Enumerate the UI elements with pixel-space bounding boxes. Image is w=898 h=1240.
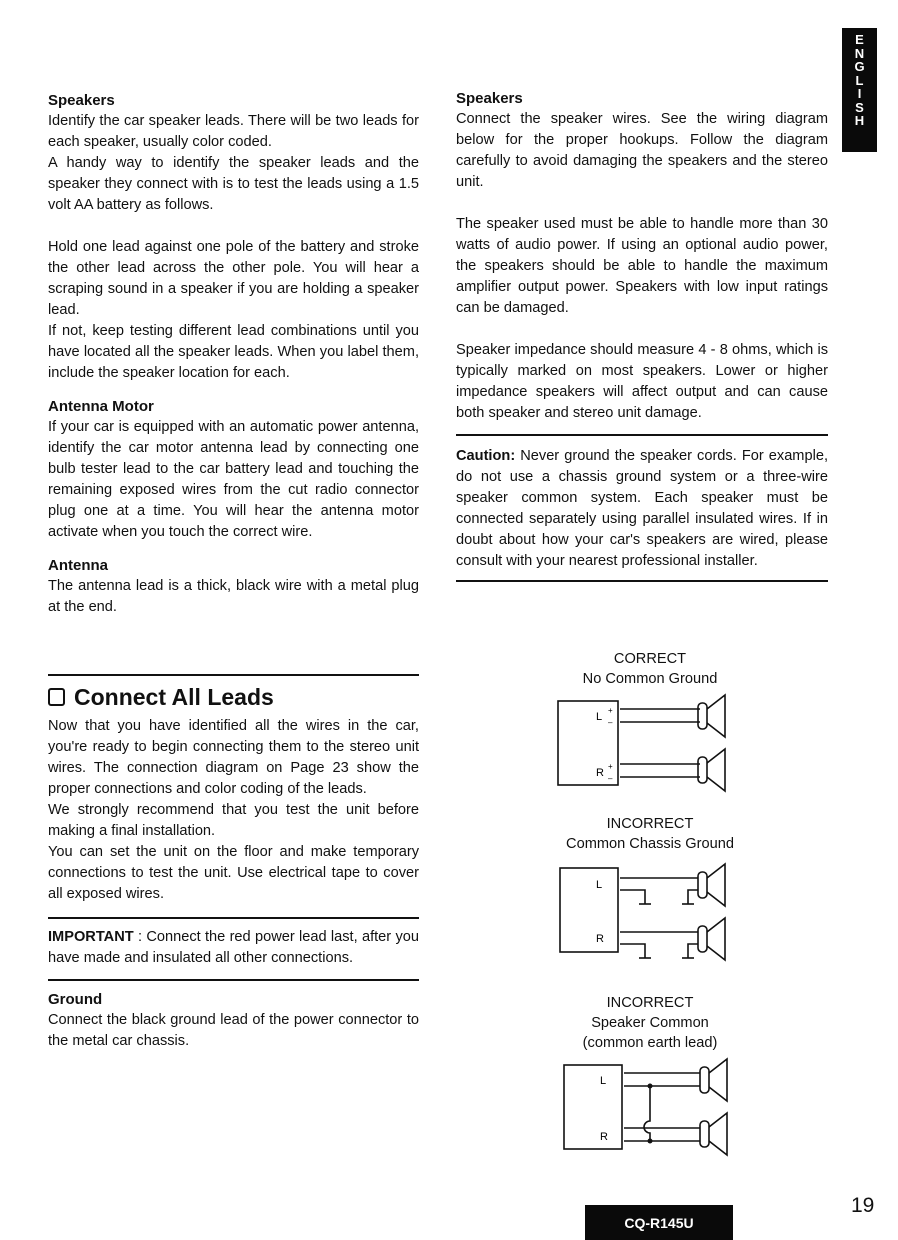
svg-text:L: L xyxy=(596,879,603,891)
speakers-connect-section xyxy=(456,88,828,424)
title-text: Connect All Leads xyxy=(74,684,274,710)
wiring-diagram-correct xyxy=(540,649,760,799)
section-heading: Antenna xyxy=(48,557,108,574)
divider xyxy=(48,674,419,676)
section-heading: Ground xyxy=(48,991,103,1008)
ground-section xyxy=(48,989,419,1052)
caution-note xyxy=(456,446,828,572)
paragraph: Now that you have identified all the wires in the car, you're ready to begin connecting them to the stereo unit wires. The connection diagram on Page 23 show the proper connections and color coding of the leads. xyxy=(48,718,419,797)
important-note xyxy=(48,927,419,969)
paragraph: The speaker used must be able to handle more than 30 watts of audio power. If using an optional audio power, the speakers should be able to handle the maximum amplifier output power. Speakers with low input ratings can be damaged. xyxy=(456,216,828,316)
svg-text:–: – xyxy=(608,774,613,783)
diagram-caption: Speaker Common xyxy=(591,1015,709,1031)
svg-text:–: – xyxy=(608,718,613,727)
section-heading: Antenna Motor xyxy=(48,398,154,415)
paragraph: Connect the speaker wires. See the wiring diagram below for the proper hookups. Follow the diagram carefully to avoid damaging the speakers and the stereo unit. xyxy=(456,111,828,190)
language-tab-english xyxy=(842,28,877,152)
speaker-wiring-icon xyxy=(540,1053,760,1163)
svg-text:L: L xyxy=(596,711,603,723)
paragraph: A handy way to identify the speaker leads and the speaker they connect with is to test the leads using a 1.5 volt AA battery as follows. xyxy=(48,155,419,213)
paragraph: If not, keep testing different lead combinations until you have located all the speaker leads. When you label them, include the speaker location for each. xyxy=(48,323,419,381)
antenna-motor-section xyxy=(48,396,419,543)
svg-text:L: L xyxy=(600,1075,607,1087)
connect-all-leads-section xyxy=(48,682,419,905)
tab-letter: E xyxy=(855,32,864,47)
diagram-status: INCORRECT xyxy=(606,995,694,1011)
svg-text:+: + xyxy=(608,706,613,715)
paragraph: We strongly recommend that you test the unit before making a final installation. xyxy=(48,802,419,839)
svg-text:R: R xyxy=(596,933,604,945)
antenna-section xyxy=(48,555,419,618)
speaker-wiring-icon xyxy=(540,689,760,799)
svg-text:R: R xyxy=(596,767,604,779)
wiring-diagram-common-chassis xyxy=(540,814,760,972)
diagram-caption: No Common Ground xyxy=(582,671,718,687)
wiring-diagram-speaker-common xyxy=(540,993,760,1163)
divider xyxy=(456,580,828,582)
paragraph: The antenna lead is a thick, black wire with a metal plug at the end. xyxy=(48,578,419,615)
paragraph: You can set the unit on the floor and make temporary connections to test the unit. Use electrical tape to cover all exposed wires. xyxy=(48,844,419,902)
diagram-caption-note: (common earth lead) xyxy=(582,1035,718,1051)
model-number-badge: CQ-R145U xyxy=(585,1205,733,1240)
speaker-wiring-icon xyxy=(540,854,760,972)
important-label: IMPORTANT xyxy=(48,929,134,945)
tab-letter: N xyxy=(854,45,865,61)
section-heading: Speakers xyxy=(48,92,115,109)
tab-letter: I xyxy=(857,86,862,101)
diagram-caption: Common Chassis Ground xyxy=(566,836,734,852)
paragraph: Identify the car speaker leads. There will be two leads for each speaker, usually color coded. xyxy=(48,113,419,150)
paragraph: If your car is equipped with an automatic power antenna, identify the car motor antenna lead by connecting one bulb tester lead to the car battery lead and touching the remaining exposed wires from the cut radio connector plug one at a time. You will hear the antenna motor activate when you touch the correct wire. xyxy=(48,419,419,540)
caution-text: Never ground the speaker cords. For example, do not use a chassis ground system or a three-wire speaker common system. Each speaker must be connected separately using parallel insulated wires. If in doubt about how your car's speakers are wired, please consult with your nearest professional installer. xyxy=(456,448,828,569)
tab-letter: H xyxy=(854,113,865,128)
right-column xyxy=(456,88,828,582)
tab-letter: L xyxy=(855,72,864,88)
page-number: 19 xyxy=(851,1194,875,1217)
left-column xyxy=(48,90,419,1052)
tab-letter: G xyxy=(854,59,865,74)
caution-label: Caution: xyxy=(456,448,516,464)
section-heading: Speakers xyxy=(456,90,523,107)
svg-text:+: + xyxy=(608,762,613,771)
paragraph: Connect the black ground lead of the power connector to the metal car chassis. xyxy=(48,1012,419,1049)
section-title xyxy=(48,682,419,712)
checkbox-icon xyxy=(48,688,65,706)
speakers-identify-section xyxy=(48,90,419,384)
tab-letter: S xyxy=(855,99,864,115)
paragraph: Hold one lead against one pole of the battery and stroke the other lead across the other pole. You will hear a scraping sound in a speaker if you are holding a speaker lead. xyxy=(48,239,419,318)
diagram-status: CORRECT xyxy=(613,651,687,667)
paragraph: Speaker impedance should measure 4 - 8 ohms, which is typically marked on most speakers. Lower or higher impedance speakers will affect output and can cause both speaker and stereo unit damage. xyxy=(456,342,828,421)
diagram-status: INCORRECT xyxy=(606,816,694,832)
svg-text:R: R xyxy=(600,1131,608,1143)
important-text: : Connect the red power lead last, after you have made and insulated all other connections. xyxy=(48,929,419,966)
